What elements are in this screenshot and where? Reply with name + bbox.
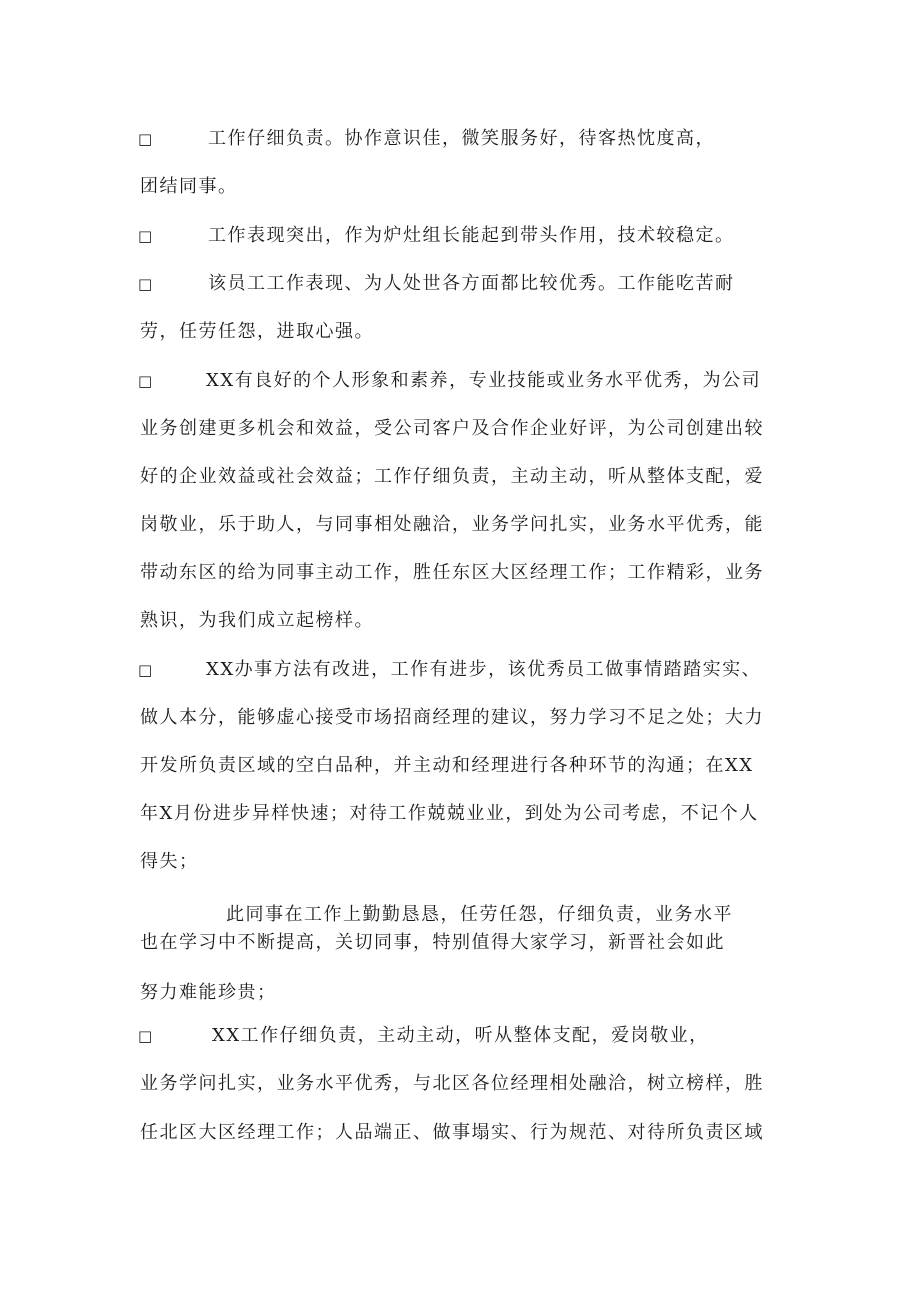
paragraph-line: 团结同事。 (140, 176, 238, 197)
paragraph-line: 工作仔细负责。协作意识佳，微笑服务好，待客热忱度高， (208, 128, 715, 149)
paragraph-line: 该员工工作表现、为人处世各方面都比较优秀。工作能吃苦耐 (208, 273, 735, 294)
checkbox-icon: □ (138, 275, 153, 293)
paragraph-line: XX办事方法有改进，工作有进步，该优秀员工做事情踏踏实实、 (206, 659, 762, 680)
paragraph-line: 带动东区的给为同事主动工作，胜任东区大区经理工作；工作精彩，业务 (140, 562, 764, 583)
paragraph-line: 岗敬业，乐于助人，与同事相处融洽，业务学问扎实，业务水平优秀，能 (140, 514, 764, 535)
paragraph-line: 好的企业效益或社会效益；工作仔细负责，主动主动，听从整体支配，爱 (140, 466, 764, 487)
paragraph-line: 开发所负责区域的空白品种，并主动和经理进行各种环节的沟通；在XX (140, 755, 754, 776)
paragraph-line: 得失； (140, 851, 199, 872)
paragraph-line: 业务创建更多机会和效益，受公司客户及合作企业好评，为公司创建出较 (140, 418, 764, 439)
paragraph-line: 此同事在工作上勤勤恳恳，任劳任怨，仔细负责，业务水平 (226, 904, 733, 925)
paragraph-line: 也在学习中不断提高，关切同事，特别值得大家学习，新晋社会如此 (140, 932, 725, 953)
paragraph-line: 熟识，为我们成立起榜样。 (140, 610, 374, 631)
paragraph-line: 劳，任劳任怨，进取心强。 (140, 321, 374, 342)
checkbox-icon: □ (138, 130, 153, 148)
paragraph-line: XX有良好的个人形象和素养，专业技能或业务水平优秀，为公司 (206, 370, 762, 391)
paragraph-line: 做人本分，能够虚心接受市场招商经理的建议，努力学习不足之处；大力 (140, 707, 764, 728)
checkbox-icon: □ (138, 227, 153, 245)
checkbox-icon: □ (138, 661, 153, 679)
paragraph-line: 业务学问扎实，业务水平优秀，与北区各位经理相处融洽，树立榜样，胜 (140, 1073, 764, 1094)
paragraph-line: 任北区大区经理工作；人品端正、做事塌实、行为规范、对待所负责区域 (140, 1122, 764, 1143)
paragraph-line: 年X月份进步异样快速；对待工作兢兢业业，到处为公司考虑，不记个人 (140, 803, 759, 824)
checkbox-icon: □ (138, 1027, 153, 1045)
paragraph-line: XX工作仔细负责，主动主动，听从整体支配，爱岗敬业， (212, 1025, 709, 1046)
checkbox-icon: □ (138, 372, 153, 390)
paragraph-line: 工作表现突出，作为炉灶组长能起到带头作用，技术较稳定。 (208, 225, 735, 246)
paragraph-line: 努力难能珍贵； (140, 982, 277, 1003)
